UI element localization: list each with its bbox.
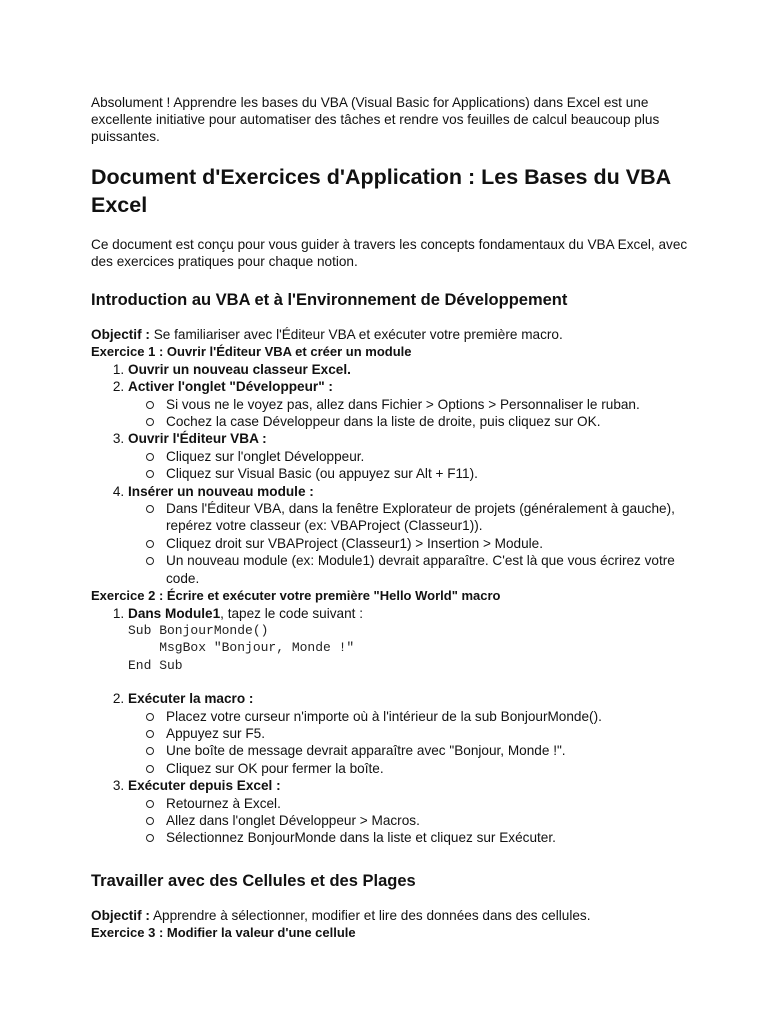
step-label: Ouvrir un nouveau classeur Excel. xyxy=(128,361,351,377)
bullet-item: Cliquez droit sur VBAProject (Classeur1) > Insertion > Module. xyxy=(166,535,691,552)
list-item xyxy=(128,378,691,430)
list-item xyxy=(128,777,691,847)
document-title: Document d'Exercices d'Application : Les Bases du VBA Excel xyxy=(91,165,671,217)
bullet-item: Cliquez sur Visual Basic (ou appuyez sur Alt + F11). xyxy=(166,465,691,482)
bullet-item: Sélectionnez BonjourMonde dans la liste et cliquez sur Exécuter. xyxy=(166,829,691,846)
step-label: Ouvrir l'Éditeur VBA : xyxy=(128,431,267,447)
bullet-item: Si vous ne le voyez pas, allez dans Fichier > Options > Personnaliser le ruban. xyxy=(166,396,691,413)
exercise-1-title: Exercice 1 : Ouvrir l'Éditeur VBA et créer un module xyxy=(91,344,412,360)
objective-label: Objectif : xyxy=(91,327,150,342)
bullet-item: Un nouveau module (ex: Module1) devrait apparaître. C'est là que vous écrirez votre code. xyxy=(166,552,691,587)
bullet-item: Retournez à Excel. xyxy=(166,795,691,812)
step-label: Exécuter depuis Excel : xyxy=(128,778,281,794)
objective-label: Objectif : xyxy=(91,907,150,923)
bullet-item: Placez votre curseur n'importe où à l'intérieur de la sub BonjourMonde(). xyxy=(166,708,691,725)
section-heading-intro-vba: Introduction au VBA et à l'Environnement de Développement xyxy=(91,291,568,309)
list-item xyxy=(128,430,691,482)
list-item xyxy=(128,605,691,675)
bullet-list xyxy=(128,448,691,483)
bullet-list xyxy=(128,708,691,778)
list-item xyxy=(128,690,691,777)
lead-paragraph: Ce document est conçu pour vous guider à travers les concepts fondamentaux du VBA Excel, avec des exercices pratiques pour chaque notion. xyxy=(91,237,688,269)
list-item xyxy=(128,483,691,587)
code-block: Sub BonjourMonde() MsgBox "Bonjour, Monde !" End Sub xyxy=(128,622,355,673)
exercise-3-title: Exercice 3 : Modifier la valeur d'une cellule xyxy=(91,925,356,941)
bullet-list xyxy=(128,500,691,587)
exercise-2-title: Exercice 2 : Écrire et exécuter votre première "Hello World" macro xyxy=(91,588,501,604)
list-item xyxy=(128,361,691,378)
step-text: , tapez le code suivant : xyxy=(220,605,363,621)
bullet-item: Appuyez sur F5. xyxy=(166,725,691,742)
objective-text: Se familiariser avec l'Éditeur VBA et exécuter votre première macro. xyxy=(149,327,563,342)
intro-paragraph: Absolument ! Apprendre les bases du VBA (Visual Basic for Applications) dans Excel est une excellente initiative pour automatiser des tâches et rendre vos feuilles de calcul beaucoup plus puissantes. xyxy=(91,95,660,144)
bullet-item: Cliquez sur OK pour fermer la boîte. xyxy=(166,760,691,777)
document-body xyxy=(91,94,691,942)
exercise-2-steps xyxy=(91,605,691,847)
step-label: Insérer un nouveau module : xyxy=(128,483,314,499)
objective-text: Apprendre à sélectionner, modifier et lire des données dans des cellules. xyxy=(149,907,591,923)
bullet-list xyxy=(128,795,691,847)
step-label: Dans Module1 xyxy=(128,605,221,621)
bullet-list xyxy=(128,396,691,431)
bullet-item: Une boîte de message devrait apparaître avec "Bonjour, Monde !". xyxy=(166,742,691,759)
objective-line xyxy=(91,907,691,924)
section-heading-cells-ranges: Travailler avec des Cellules et des Plages xyxy=(91,871,416,890)
step-label: Activer l'onglet "Développeur" : xyxy=(128,379,333,395)
step-label: Exécuter la macro : xyxy=(128,691,254,707)
bullet-item: Cliquez sur l'onglet Développeur. xyxy=(166,448,691,465)
objective-line xyxy=(91,326,691,343)
bullet-item: Allez dans l'onglet Développeur > Macros. xyxy=(166,812,691,829)
bullet-item: Cochez la case Développeur dans la liste de droite, puis cliquez sur OK. xyxy=(166,413,691,430)
exercise-1-steps xyxy=(91,361,691,587)
bullet-item: Dans l'Éditeur VBA, dans la fenêtre Explorateur de projets (généralement à gauche), repérez votre classeur (ex: VBAProject (Classeur1)). xyxy=(166,500,691,535)
